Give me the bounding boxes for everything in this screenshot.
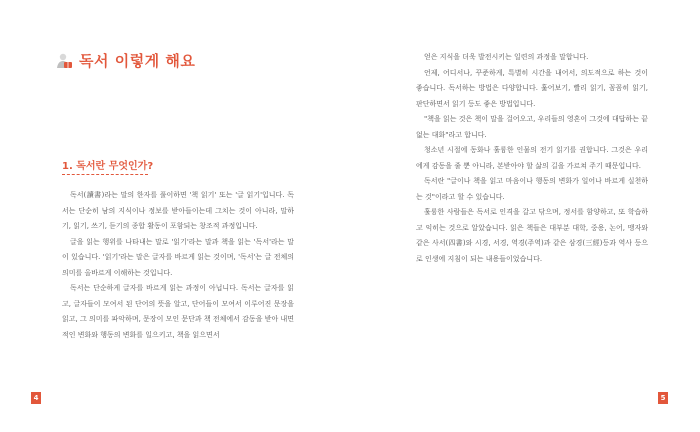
book-person-icon [55,52,73,70]
right-page [350,0,700,432]
paragraph: 독서는 단순하게 글자를 바르게 읽는 과정이 아닙니다. 독서는 글자를 읽고, 글자들이 모여서 된 단어의 뜻을 알고, 단어들이 모여서 이루어진 문장을 읽고, 그 의미를 파악하며, 문장이 모인 문단과 책 전체에서 감동을 받아 내면적인 변화와 행동의 변화를 일으키고, 책을 읽으면서 [62,284,294,339]
page-number: 5 [658,392,668,404]
section-title: 1. 독서란 무엇인가? [62,161,154,172]
paragraph: 독서(讀書)라는 말의 한자를 풀이하면 '책 읽기' 또는 '글 읽기'입니다. 독서는 단순히 남의 지식이나 정보를 받아들이는데 그치는 것이 아니라, 말하기, 읽기, 쓰기, 듣기의 종합 활동이 포함되는 창조적 과정입니다. [62,191,294,230]
paragraph: 언제, 어디서나, 꾸준하게, 특별히 시간을 내어서, 의도적으로 하는 것이 좋습니다. 독서하는 방법은 다양합니다. 훑어보기, 빨리 읽기, 꼼꼼히 읽기, 판단하면서 읽기 등도 좋은 방법입니다. [416,68,648,108]
paragraph: 청소년 시절에 동화나 훌륭한 인물의 전기 읽기를 권합니다. 그것은 우리에게 감동을 줄 뿐 아니라, 본받아야 할 삶의 길을 가르쳐 주기 때문입니다. [416,146,648,170]
paragraph: 얻은 지식을 더욱 발전시키는 일련의 과정을 말합니다. [424,53,589,61]
right-body-text [416,50,648,267]
chapter-heading [55,50,195,71]
paragraph: 독서란 "글이나 책을 읽고 마음이나 행동의 변화가 일어나 바르게 실천하는 것"이라고 할 수 있습니다. [416,177,648,201]
chapter-title: 독서 이렇게 해요 [79,52,196,70]
section-divider [62,174,148,175]
paragraph: "책을 읽는 것은 책이 말을 걸어오고, 우리들의 영혼이 그것에 대답하는 끝없는 대화"라고 합니다. [416,115,648,139]
left-body-text [62,188,294,343]
paragraph: 훌륭한 사람들은 독서로 인격을 갈고 닦으며, 정서를 함양하고, 또 학습하고 익히는 것으로 알았습니다. 읽은 책들은 대부분 대학, 중용, 논어, 맹자와 같은 사서(四書)와 시경, 서경, 역경(주역)과 같은 삼경(三經)등과 역사 등으로 인생에 지침이 되는 내용들이었습니다. [416,208,648,263]
paragraph: 글을 읽는 행위를 나타내는 말로 '읽기'라는 말과 책을 읽는 '독서'라는 말이 있습니다. '읽기'라는 말은 글자를 바르게 읽는 것이며, '독서'는 글 전체의 의미를 올바르게 이해하는 것입니다. [62,237,294,277]
page-number: 4 [31,392,41,404]
